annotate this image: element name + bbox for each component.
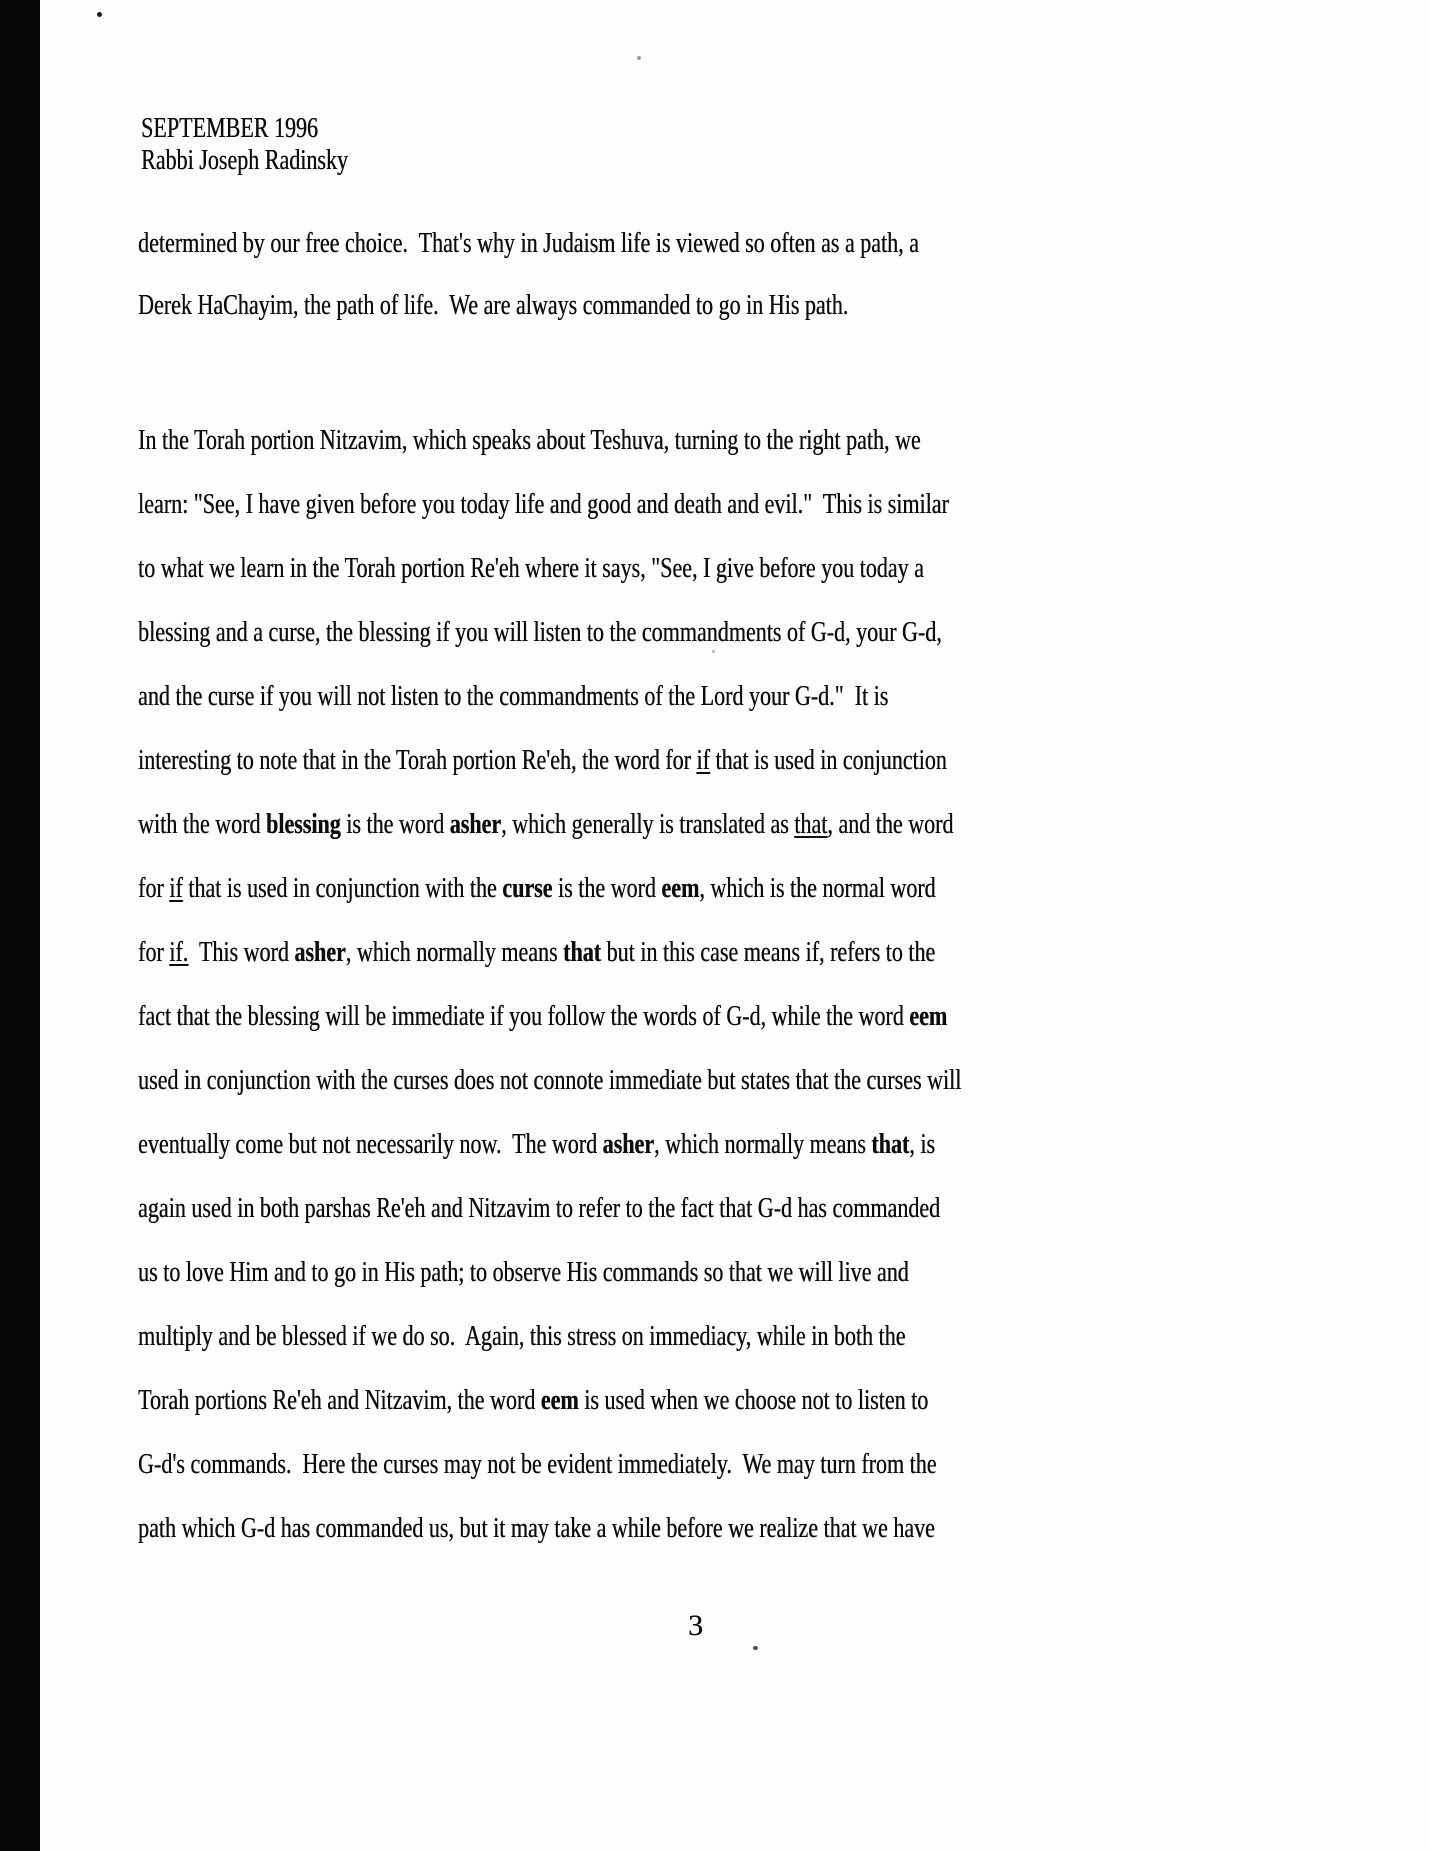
- text-line: blessing and a curse, the blessing if you will listen to the commandments of G-d, your G-d,: [138, 616, 942, 648]
- scan-speck: [637, 56, 641, 60]
- text-line: with the word blessing is the word asher, which generally is translated as that, and the word: [138, 808, 954, 840]
- text-line: Derek HaChayim, the path of life. We are always commanded to go in His path.: [138, 289, 849, 321]
- text-line: interesting to note that in the Torah portion Re'eh, the word for if that is used in conjunction: [138, 744, 947, 776]
- text-line: learn: "See, I have given before you today life and good and death and evil." This is similar: [138, 488, 949, 520]
- text-line: eventually come but not necessarily now. The word asher, which normally means that, is: [138, 1128, 935, 1160]
- text-line: and the curse if you will not listen to the commandments of the Lord your G-d." It is: [138, 680, 889, 712]
- text-line: determined by our free choice. That's why in Judaism life is viewed so often as a path, a: [138, 227, 919, 259]
- text-line: In the Torah portion Nitzavim, which speaks about Teshuva, turning to the right path, we: [138, 424, 921, 456]
- text-line: fact that the blessing will be immediate if you follow the words of G-d, while the word eem: [138, 1000, 948, 1032]
- text-line: used in conjunction with the curses does not connote immediate but states that the curses will: [138, 1064, 962, 1096]
- scan-speck: [97, 12, 102, 17]
- text-line: G-d's commands. Here the curses may not be evident immediately. We may turn from the: [138, 1448, 937, 1480]
- text-line: multiply and be blessed if we do so. Again, this stress on immediacy, while in both the: [138, 1320, 906, 1352]
- text-line: us to love Him and to go in His path; to observe His commands so that we will live and: [138, 1256, 909, 1288]
- text-line: for if. This word asher, which normally means that but in this case means if, refers to the: [138, 936, 936, 968]
- page-number: 3: [688, 1609, 703, 1642]
- text-line: to what we learn in the Torah portion Re'eh where it says, "See, I give before you today a: [138, 552, 924, 584]
- header-author: Rabbi Joseph Radinsky: [141, 144, 348, 176]
- scan-speck: [753, 1646, 758, 1650]
- text-line: for if that is used in conjunction with the curse is the word eem, which is the normal word: [138, 872, 936, 904]
- text-line: path which G-d has commanded us, but it may take a while before we realize that we have: [138, 1512, 935, 1544]
- header-date: SEPTEMBER 1996: [141, 112, 318, 144]
- body-paragraph: [138, 212, 1165, 336]
- left-scan-bar: [0, 0, 40, 1851]
- body-paragraph: [138, 408, 1221, 1560]
- document-header: [141, 112, 413, 176]
- text-line: again used in both parshas Re'eh and Nitzavim to refer to the fact that G-d has commanded: [138, 1192, 941, 1224]
- text-line: Torah portions Re'eh and Nitzavim, the word eem is used when we choose not to listen to: [138, 1384, 929, 1416]
